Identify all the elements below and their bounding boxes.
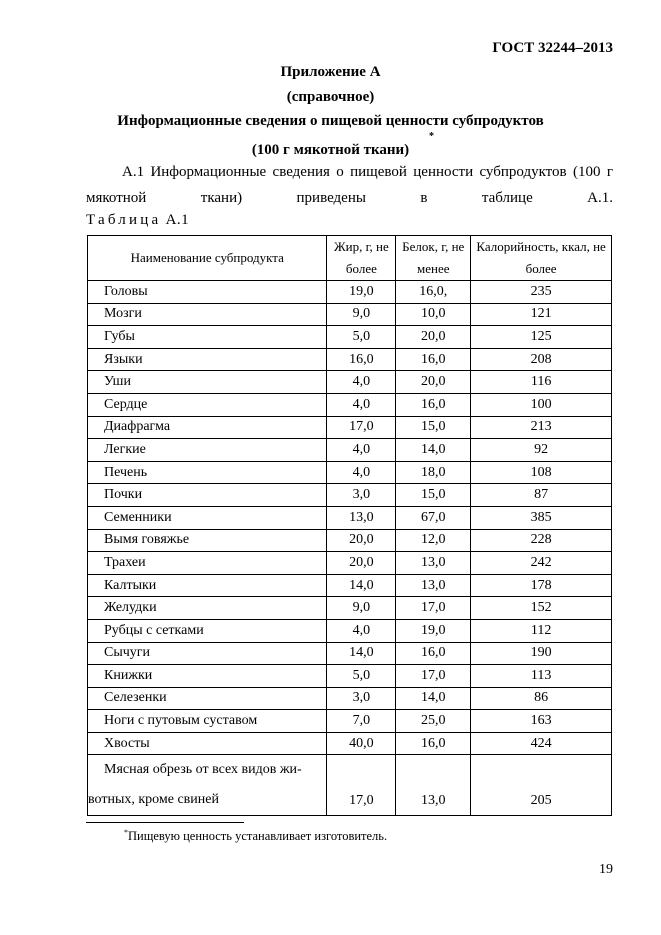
table-row — [88, 439, 612, 462]
cell-calories: 163 — [471, 710, 612, 733]
cell-name: Книжки — [88, 665, 327, 688]
cell-calories: 86 — [471, 687, 612, 710]
cell-protein: 15,0 — [396, 484, 471, 507]
table-row — [88, 687, 612, 710]
header-protein — [396, 236, 471, 281]
cell-protein: 20,0 — [396, 371, 471, 394]
cell-name: Трахеи — [88, 552, 327, 575]
standard-number: ГОСТ 32244–2013 — [492, 40, 613, 56]
cell-name: Семенники — [88, 506, 327, 529]
table-row — [88, 303, 612, 326]
header-calories — [471, 236, 612, 281]
table-caption — [86, 212, 189, 229]
cell-protein: 20,0 — [396, 326, 471, 349]
table-row — [88, 529, 612, 552]
cell-protein: 10,0 — [396, 303, 471, 326]
cell-fat: 20,0 — [327, 529, 396, 552]
cell-calories: 125 — [471, 326, 612, 349]
cell-fat: 16,0 — [327, 348, 396, 371]
cell-protein: 25,0 — [396, 710, 471, 733]
table-body — [88, 281, 612, 755]
cell-calories: 190 — [471, 642, 612, 665]
cell-protein: 15,0 — [396, 416, 471, 439]
header-protein-text: Белок, г, не менее — [402, 239, 465, 276]
cell-protein: 17,0 — [396, 665, 471, 688]
cell-protein: 12,0 — [396, 529, 471, 552]
cell-protein: 16,0, — [396, 281, 471, 304]
cell-name: Уши — [88, 371, 327, 394]
table-row — [88, 710, 612, 733]
table-row — [88, 461, 612, 484]
cell-calories: 121 — [471, 303, 612, 326]
cell-name: Калтыки — [88, 574, 327, 597]
table-caption-word: Таблица — [86, 212, 162, 228]
appendix-subtitle: (справочное) — [286, 89, 375, 105]
cell-name-line1: Мясная обрезь от всех видов жи- — [104, 762, 302, 778]
cell-calories: 385 — [471, 506, 612, 529]
cell-fat: 3,0 — [327, 687, 396, 710]
cell-protein: 19,0 — [396, 619, 471, 642]
cell-protein: 14,0 — [396, 687, 471, 710]
cell-calories: 205 — [471, 755, 612, 816]
cell-calories: 213 — [471, 416, 612, 439]
cell-name: Легкие — [88, 439, 327, 462]
footnote-text: Пищевую ценность устанавливает изготовитель. — [128, 829, 388, 844]
nutrition-table — [87, 235, 612, 816]
cell-calories: 228 — [471, 529, 612, 552]
table-row — [88, 348, 612, 371]
cell-calories: 113 — [471, 665, 612, 688]
footnote-marker: * — [429, 131, 434, 142]
cell-name: Печень — [88, 461, 327, 484]
cell-name: Мозги — [88, 303, 327, 326]
table-row — [88, 642, 612, 665]
cell-name — [88, 755, 327, 816]
cell-protein: 13,0 — [396, 552, 471, 575]
cell-fat: 4,0 — [327, 461, 396, 484]
cell-fat: 3,0 — [327, 484, 396, 507]
paragraph-text: А.1 Информационные сведения о пищевой ценности субпродуктов (100 г мякотной ткани) приведены в таблице А.1. — [86, 164, 613, 206]
header-fat — [327, 236, 396, 281]
cell-fat: 19,0 — [327, 281, 396, 304]
cell-fat: 4,0 — [327, 439, 396, 462]
table-row — [88, 371, 612, 394]
cell-protein: 67,0 — [396, 506, 471, 529]
table-row — [88, 416, 612, 439]
cell-fat: 17,0 — [327, 416, 396, 439]
cell-calories: 178 — [471, 574, 612, 597]
footnote — [124, 828, 387, 844]
cell-name-line2: вотных, кроме свиней — [88, 792, 219, 808]
cell-fat: 9,0 — [327, 303, 396, 326]
cell-calories: 424 — [471, 732, 612, 755]
table-row — [88, 281, 612, 304]
page-number: 19 — [599, 862, 613, 877]
table-row — [88, 665, 612, 688]
footnote-mark: * — [124, 828, 128, 837]
table-row-last — [88, 755, 612, 816]
paragraph-a1 — [86, 159, 613, 211]
cell-calories: 116 — [471, 371, 612, 394]
cell-protein: 16,0 — [396, 642, 471, 665]
cell-name: Сердце — [88, 393, 327, 416]
cell-name: Ноги с путовым суставом — [88, 710, 327, 733]
cell-fat: 7,0 — [327, 710, 396, 733]
cell-name: Языки — [88, 348, 327, 371]
table-row — [88, 597, 612, 620]
table-row — [88, 506, 612, 529]
cell-fat: 13,0 — [327, 506, 396, 529]
cell-name: Губы — [88, 326, 327, 349]
cell-calories: 152 — [471, 597, 612, 620]
cell-fat: 14,0 — [327, 574, 396, 597]
table-row — [88, 326, 612, 349]
cell-fat: 9,0 — [327, 597, 396, 620]
cell-calories: 208 — [471, 348, 612, 371]
cell-calories: 92 — [471, 439, 612, 462]
cell-protein: 14,0 — [396, 439, 471, 462]
cell-fat: 17,0 — [327, 755, 396, 816]
appendix-title: Приложение А — [280, 64, 381, 80]
cell-protein: 16,0 — [396, 348, 471, 371]
cell-calories: 100 — [471, 393, 612, 416]
cell-name: Диафрагма — [88, 416, 327, 439]
footnote-separator — [86, 822, 244, 823]
table-caption-number: А.1 — [165, 212, 190, 228]
cell-name: Рубцы с сетками — [88, 619, 327, 642]
table-row — [88, 484, 612, 507]
cell-protein: 13,0 — [396, 755, 471, 816]
header-name-text: Наименование субпродукта — [130, 250, 284, 265]
cell-fat: 4,0 — [327, 619, 396, 642]
table-row — [88, 552, 612, 575]
cell-fat: 4,0 — [327, 393, 396, 416]
cell-protein: 16,0 — [396, 732, 471, 755]
cell-calories: 108 — [471, 461, 612, 484]
cell-name: Вымя говяжье — [88, 529, 327, 552]
appendix-heading-sub: (100 г мякотной ткани) — [251, 142, 410, 158]
table-row — [88, 574, 612, 597]
table-row — [88, 732, 612, 755]
cell-name: Почки — [88, 484, 327, 507]
cell-name: Сычуги — [88, 642, 327, 665]
cell-protein: 16,0 — [396, 393, 471, 416]
cell-name: Хвосты — [88, 732, 327, 755]
cell-protein: 17,0 — [396, 597, 471, 620]
cell-calories: 242 — [471, 552, 612, 575]
cell-fat: 5,0 — [327, 665, 396, 688]
cell-calories: 235 — [471, 281, 612, 304]
cell-fat: 14,0 — [327, 642, 396, 665]
cell-name: Головы — [88, 281, 327, 304]
cell-fat: 5,0 — [327, 326, 396, 349]
cell-calories: 87 — [471, 484, 612, 507]
cell-name: Желудки — [88, 597, 327, 620]
table-header-row — [88, 236, 612, 281]
table-row — [88, 393, 612, 416]
cell-fat: 40,0 — [327, 732, 396, 755]
cell-calories: 112 — [471, 619, 612, 642]
cell-protein: 18,0 — [396, 461, 471, 484]
header-calories-text: Калорийность, ккал, не более — [476, 239, 606, 276]
cell-protein: 13,0 — [396, 574, 471, 597]
cell-fat: 4,0 — [327, 371, 396, 394]
header-fat-text: Жир, г, не более — [334, 239, 389, 276]
appendix-heading: Информационные сведения о пищевой ценности субпродуктов — [117, 113, 544, 129]
cell-name: Селезенки — [88, 687, 327, 710]
header-name — [88, 236, 327, 281]
cell-fat: 20,0 — [327, 552, 396, 575]
table-row — [88, 619, 612, 642]
